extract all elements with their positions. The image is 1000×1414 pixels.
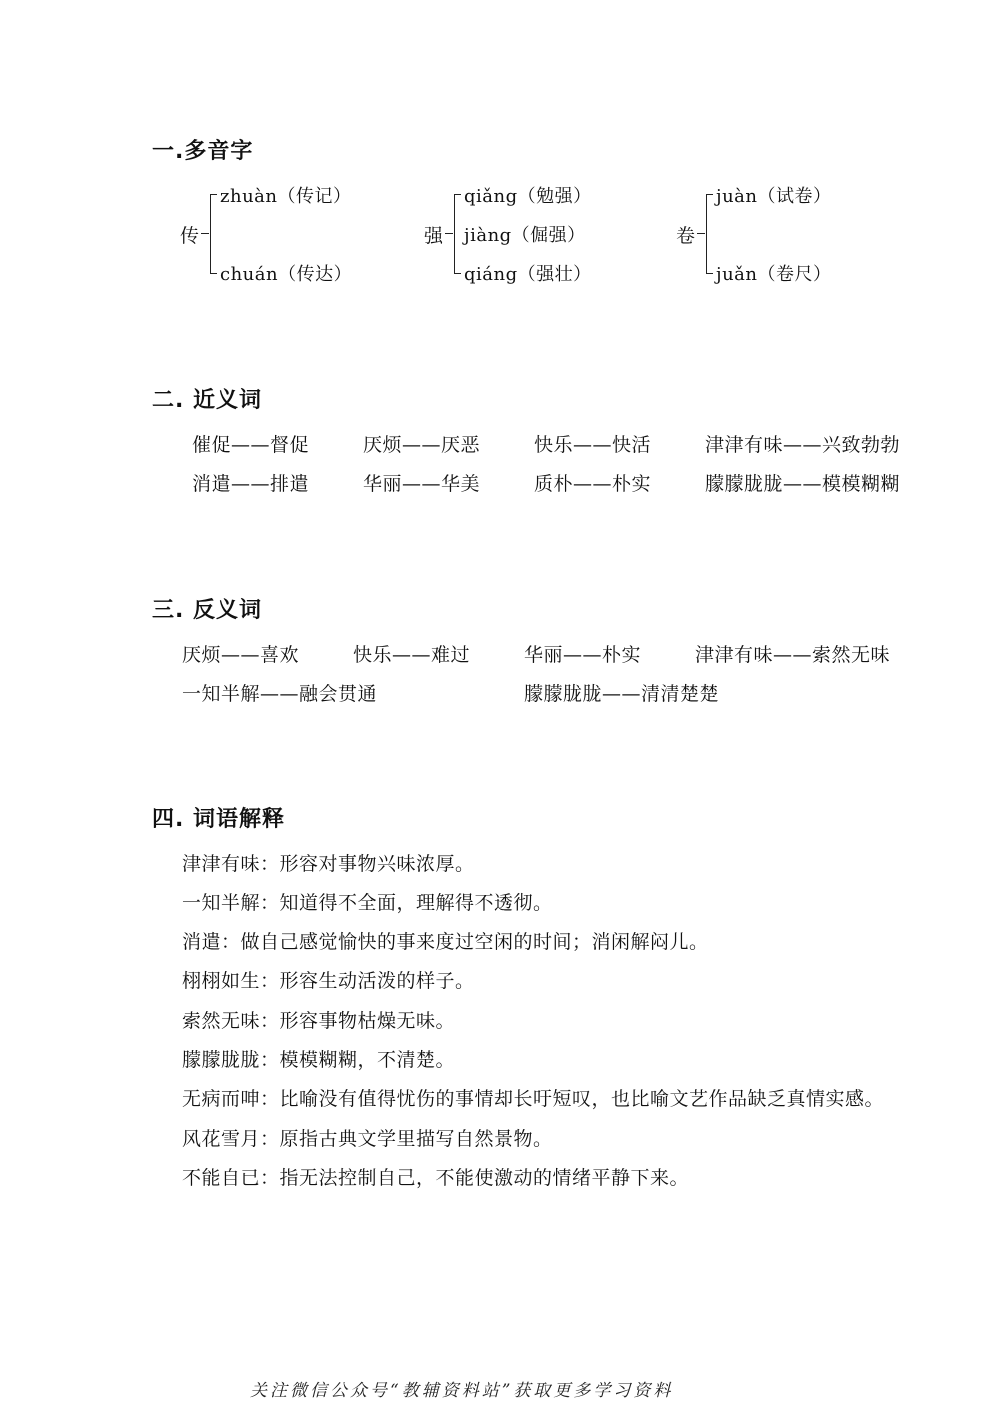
- reading: chuán（传达）: [220, 264, 353, 285]
- brace-stub: [445, 233, 453, 234]
- reading: juǎn（卷尺）: [716, 264, 832, 285]
- antonym-pair: 华丽——朴实: [524, 644, 642, 666]
- brace-stub: [697, 233, 705, 234]
- definition-item: 朦朦胧胧：模模糊糊，不清楚。: [182, 1049, 456, 1071]
- reading: qiǎng（勉强）: [464, 186, 592, 207]
- polyphonic-char: 强: [424, 225, 444, 247]
- footer-note: 关注微信公众号“教辅资料站”获取更多学习资料: [250, 1381, 674, 1401]
- section-title-antonyms: 三. 反义词: [152, 598, 263, 623]
- synonym-pair: 快乐——快活: [534, 434, 652, 456]
- antonym-pair: 快乐——难过: [353, 644, 471, 666]
- brace-stub: [201, 233, 209, 234]
- antonym-pair: 一知半解——融会贯通: [182, 683, 378, 705]
- antonym-pair: 厌烦——喜欢: [182, 644, 300, 666]
- synonym-pair: 朦朦胧胧——模模糊糊: [705, 473, 901, 495]
- reading: zhuàn（传记）: [220, 186, 352, 207]
- synonym-pair: 消遣——排遣: [192, 473, 310, 495]
- brace: [454, 194, 461, 274]
- polyphonic-char: 传: [180, 225, 200, 247]
- definition-item: 风花雪月：原指古典文学里描写自然景物。: [182, 1128, 553, 1150]
- reading: qiáng（强壮）: [464, 264, 592, 285]
- definition-item: 消遣：做自己感觉愉快的事来度过空闲的时间；消闲解闷儿。: [182, 931, 709, 953]
- definition-item: 津津有味：形容对事物兴味浓厚。: [182, 853, 475, 875]
- synonym-pair: 厌烦——厌恶: [363, 434, 481, 456]
- reading: jiàng（倔强）: [464, 225, 586, 246]
- antonym-pair: 朦朦胧胧——清清楚楚: [524, 683, 720, 705]
- reading: juàn（试卷）: [716, 186, 832, 207]
- definition-item: 栩栩如生：形容生动活泼的样子。: [182, 970, 475, 992]
- section-title-definitions: 四. 词语解释: [152, 807, 286, 832]
- synonym-pair: 催促——督促: [192, 434, 310, 456]
- synonym-pair: 质朴——朴实: [534, 473, 652, 495]
- antonym-pair: 津津有味——索然无味: [695, 644, 891, 666]
- section-title-synonyms: 二. 近义词: [152, 388, 263, 413]
- definition-item: 一知半解：知道得不全面，理解得不透彻。: [182, 892, 553, 914]
- definition-item: 不能自已：指无法控制自己，不能使激动的情绪平静下来。: [182, 1167, 690, 1189]
- definition-item: 无病而呻：比喻没有值得忧伤的事情却长吁短叹，也比喻文艺作品缺乏真情实感。: [182, 1088, 885, 1110]
- synonym-pair: 华丽——华美: [363, 473, 481, 495]
- brace: [706, 194, 713, 274]
- synonym-pair: 津津有味——兴致勃勃: [705, 434, 901, 456]
- section-title-polyphonic: 一.多音字: [152, 139, 254, 164]
- definition-item: 索然无味：形容事物枯燥无味。: [182, 1010, 456, 1032]
- polyphonic-char: 卷: [676, 225, 696, 247]
- brace: [210, 194, 217, 274]
